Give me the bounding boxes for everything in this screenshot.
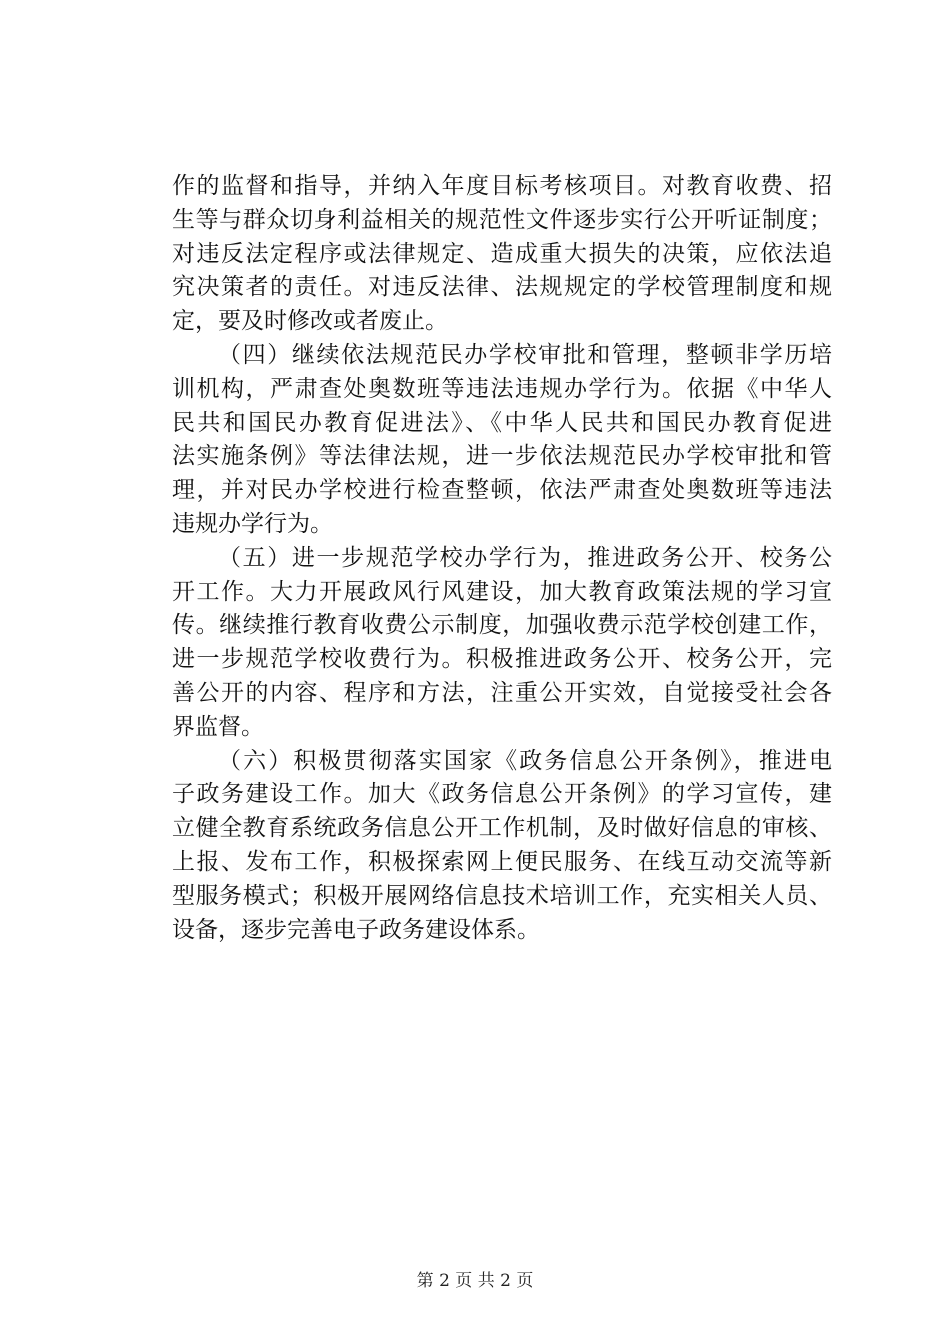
body-line: 子政务建设工作。加大《政务信息公开条例》的学习宣传，建 [172,781,832,808]
body-line: 开工作。大力开展政风行风建设，加大教育政策法规的学习宣 [172,578,832,605]
body-line: 界监督。 [172,713,264,740]
body-line: 理，并对民办学校进行检查整顿，依法严肃查处奥数班等违法 [172,477,832,504]
body-line: 立健全教育系统政务信息公开工作机制，及时做好信息的审核、 [172,815,832,842]
document-body [172,170,832,947]
paragraph-6-start: （六）积极贯彻落实国家《政务信息公开条例》，推进电 [218,747,832,774]
body-line: 上报、发布工作，积极探索网上便民服务、在线互动交流等新 [172,848,832,875]
body-line: 作的监督和指导，并纳入年度目标考核项目。对教育收费、招 [172,173,832,199]
body-line: 究决策者的责任。对违反法律、法规规定的学校管理制度和规 [172,274,832,301]
body-line: 定，要及时修改或者废止。 [172,308,448,335]
body-line: 设备，逐步完善电子政务建设体系。 [172,916,540,943]
body-line: 善公开的内容、程序和方法，注重公开实效，自觉接受社会各 [172,679,832,706]
body-line: 对违反法定程序或法律规定、造成重大损失的决策，应依法追 [172,240,832,267]
paragraph-5-start: （五）进一步规范学校办学行为，推进政务公开、校务公 [218,544,832,571]
body-line: 违规办学行为。 [172,510,333,537]
body-line: 训机构，严肃查处奥数班等违法违规办学行为。依据《中华人 [172,375,832,402]
body-line: 传。继续推行教育收费公示制度，加强收费示范学校创建工作， [172,612,832,639]
body-line: 民共和国民办教育促进法》、《中华人民共和国民办教育促进 [172,409,832,436]
body-line: 生等与群众切身利益相关的规范性文件逐步实行公开听证制度； [172,206,832,233]
body-line: 法实施条例》等法律法规，进一步依法规范民办学校审批和管 [172,443,832,470]
body-line: 进一步规范学校收费行为。积极推进政务公开、校务公开，完 [172,646,832,673]
paragraph-4-start: （四）继续依法规范民办学校审批和管理，整顿非学历培 [218,341,832,368]
page-footer: 第 2 页 共 2 页 [416,1271,534,1291]
body-line: 型服务模式；积极开展网络信息技术培训工作，充实相关人员、 [172,882,832,909]
